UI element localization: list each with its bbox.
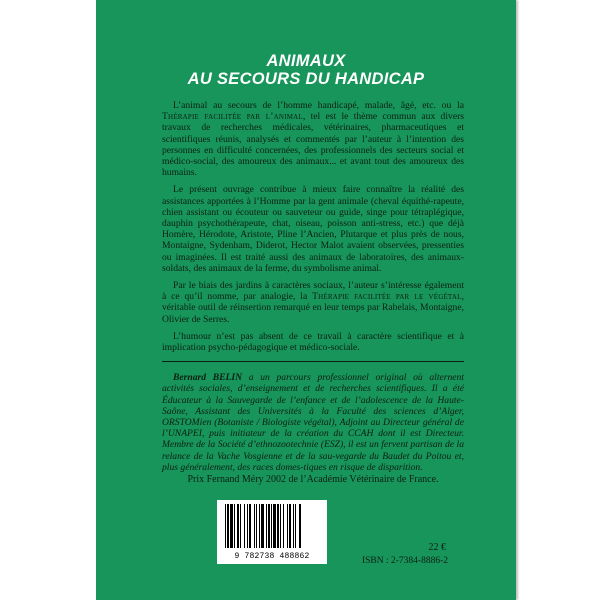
barcode-bar	[287, 504, 288, 548]
barcode-digits: 9 782738 488862	[234, 552, 310, 561]
back-cover-text	[162, 100, 464, 479]
price: 22 €	[428, 542, 446, 553]
isbn: ISBN : 2-7384-8886-2	[361, 556, 448, 566]
barcode-bar	[266, 504, 267, 548]
barcode-bar	[273, 504, 276, 548]
paragraph-1-end: , tel est le thème commun aux divers travaux de recherches médicales, vétérinaires, pharmaceutiques et scientifiques réunis, analysés et commentés par l’auteur à l’intention des personnes en difficulté concernées, des professionnels des secteurs social et médico-social, des amoureux des animaux... et avant tout des amoureux des humains.	[162, 111, 465, 179]
barcode	[217, 500, 327, 564]
book-back-cover	[96, 0, 516, 600]
barcode-bar	[249, 504, 251, 548]
title-line-2: AU SECOURS DU HANDICAP	[187, 70, 425, 88]
barcode-bar	[247, 504, 248, 548]
barcode-bar	[225, 504, 226, 548]
paragraph-1	[162, 100, 464, 178]
paragraph-3	[162, 280, 464, 325]
author-bio	[162, 372, 464, 473]
paragraph-4: L’humour n’est pas absent de ce travail à caractère scientifique et à implication psycho-pédagogique et médico-sociale.	[162, 330, 464, 354]
barcode-bar	[283, 504, 284, 548]
barcode-bar	[271, 504, 272, 548]
barcode-bar	[256, 504, 257, 548]
barcode-bars	[223, 504, 321, 548]
paragraph-1-smallcaps: Thérapie facilitée par l’animal	[162, 111, 303, 123]
barcode-bar	[277, 504, 279, 548]
paragraph-3-end: , véritable outil de réinsertion remarqué en leur temps par Rabelais, Montaigne, Olivier de Serres.	[162, 291, 464, 325]
barcode-bar	[227, 504, 229, 548]
barcode-bar	[293, 504, 294, 548]
barcode-bar	[295, 504, 296, 548]
barcode-bar	[261, 504, 264, 548]
section-divider	[162, 361, 464, 362]
barcode-bar	[234, 504, 235, 548]
barcode-bar	[237, 504, 239, 548]
barcode-bar	[230, 504, 233, 548]
title-line-1: ANIMAUX	[266, 52, 346, 70]
barcode-bar	[240, 504, 241, 548]
barcode-bar	[268, 504, 270, 548]
paragraph-2: Le présent ouvrage contribue à mieux faire connaître la réalité des assistances apportées à l’Homme par la gent animale (cheval équithé-rapeute, chien assistant ou écouteur ou sauveteur ou guide, singe pour tétraplégique, dauphin psychothérapeute, chat, oiseau, poisson anti-stress, etc.) que déjà Homère, Hérodote, Aristote, Pline l’Ancien, Plutarque et plus près de nous, Montaigne, Sydenham, Diderot, Hector Malot avaient observées, pressenties ou imaginées. Il est traité aussi des animaux de laboratoires, des animaux-soldats, des animaux de la ferme, du symbolisme animal.	[162, 184, 464, 274]
author-bio-text: a un parcours professionnel original où alternent activités sociales, d’enseignement et de recherches scientifiques. Il a été Éducateur à la Sauvegarde de l’enfance et de l’adolescence de la Haute-Saône, Assistant des Universités à la Faculté des sciences d’Alger, ORSTOMien (Botaniste / Biologiste végétal), Adjoint au Directeur général de l’UNAPEI, puis initiateur de la création du CCAH dont il est Directeur. Membre de la Société d’ethnozootechnie (ESZ), il est un fervent partisan de la relance de la Vache Vosgienne et de la sau-vegarde du Baudet du Poitou et, plus généralement, des races domes-tiques en risque de disparition.	[162, 372, 464, 473]
barcode-bar	[299, 504, 301, 548]
paragraph-1-start: L’animal au secours de l’homme handicapé, malade, âgé, etc. ou la	[173, 100, 464, 111]
book-title	[96, 52, 516, 88]
barcode-bar	[289, 504, 291, 548]
paragraph-3-start: Par le biais des jardins à caractères sociaux, l’auteur s’intéresse également à ce qu’il nomme, par analogie, la	[162, 280, 464, 303]
barcode-bar	[254, 504, 255, 548]
paragraph-3-smallcaps: Thérapie facilitée par le végétal	[312, 291, 462, 303]
barcode-bar	[280, 504, 281, 548]
barcode-bar	[244, 504, 245, 548]
author-name: Bernard BELIN	[173, 372, 243, 384]
award-line: Prix Fernand Méry 2002 de l’Académie Vétérinaire de France.	[187, 474, 439, 485]
barcode-bar	[259, 504, 260, 548]
